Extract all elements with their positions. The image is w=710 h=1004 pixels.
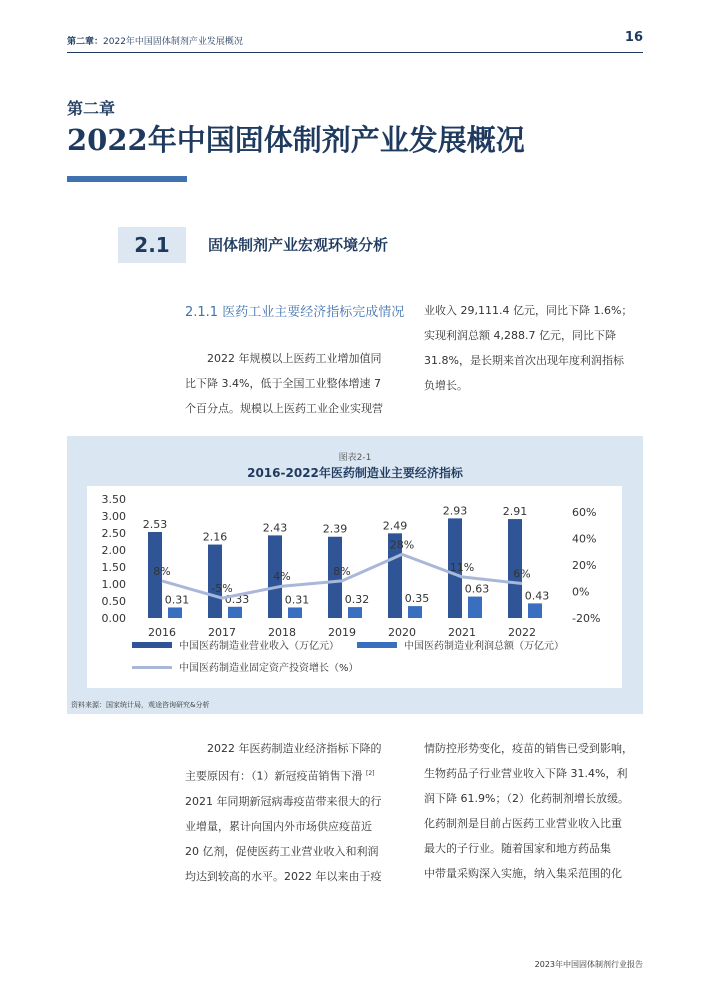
bar-profit [408, 606, 422, 618]
figure-source: 资料来源：国家统计局，观途咨询研究&分析 [71, 701, 210, 709]
data-label-investment: 8% [333, 564, 351, 578]
text-line: 业增量，累计向国内外市场供应疫苗近 [185, 819, 372, 833]
data-label-investment: 4% [273, 570, 291, 584]
figure-title: 2016-2022年医药制造业主要经济指标 [247, 466, 463, 480]
text-line: 生物药品子行业营业收入下降 31.4%，利 [424, 767, 628, 780]
text-line: 31.8%，是长期来首次出现年度利润指标 [424, 354, 624, 367]
data-label-profit: 0.63 [464, 582, 490, 596]
data-label-profit: 0.35 [404, 592, 430, 606]
bar-profit [468, 597, 482, 618]
paragraph-2-right [424, 736, 646, 886]
figure-box [67, 436, 643, 714]
y-left-tick-label: 0.50 [101, 595, 126, 608]
x-tick-label: 2020 [388, 626, 416, 639]
x-tick-label: 2019 [328, 626, 356, 639]
footnote-reference[interactable]: [2] [366, 770, 375, 777]
data-label-revenue: 2.43 [262, 521, 288, 535]
y-right-tick-label: -20% [572, 612, 601, 625]
text-line: 均达到较高的水平。2022 年以来由于疫 [185, 869, 382, 883]
page-footer: 2023年中国固体制剂行业报告 [534, 960, 643, 969]
title-underline-bar [67, 176, 187, 182]
bar-profit [348, 607, 362, 618]
data-label-profit: 0.31 [164, 593, 190, 607]
data-label-investment: 8% [153, 564, 171, 578]
text-line: 个百分点。规模以上医药工业企业实现营 [185, 402, 383, 415]
text-line: 业收入 29,111.4 亿元，同比下降 1.6%； [424, 304, 633, 317]
text-line-content: 主要原因有：（1）新冠疫苗销售下滑 [185, 769, 363, 783]
legend-swatch-profit [357, 642, 397, 648]
data-label-investment: -5% [211, 582, 233, 596]
legend-swatch-investment [132, 666, 172, 669]
x-tick-label: 2021 [448, 626, 476, 639]
data-label-revenue: 2.49 [382, 519, 408, 533]
data-label-profit: 0.32 [344, 593, 370, 607]
chapter-title: 2022年中国固体制剂产业发展概况 [67, 123, 525, 157]
text-line: 化药制剂是目前占医药工业营业收入比重 [424, 817, 622, 830]
header-chapter-label: 第二章： [67, 37, 104, 47]
data-label-profit: 0.31 [284, 593, 310, 607]
figure-label: 图表2-1 [338, 453, 372, 463]
data-label-investment: 28% [389, 538, 415, 552]
y-left-tick-label: 3.50 [101, 493, 126, 506]
bar-profit [528, 603, 542, 618]
chart-svg [87, 486, 622, 688]
paragraph-1-right [424, 298, 644, 398]
text-line: 负增长。 [424, 379, 468, 392]
running-header [67, 30, 643, 53]
text-line: 中带量采购深入实施，纳入集采范围的化 [424, 867, 622, 880]
text-line: 比下降 3.4%，低于全国工业整体增速 7 [185, 377, 381, 390]
data-label-investment: 6% [513, 567, 531, 581]
y-left-tick-label: 1.50 [101, 561, 126, 574]
text-line: 2022 年规模以上医药工业增加值同 [185, 352, 382, 365]
page-number: 16 [624, 30, 643, 45]
section-title: 固体制剂产业宏观环境分析 [208, 236, 389, 254]
y-left-tick-label: 0.00 [101, 612, 126, 625]
y-left-tick-label: 1.00 [101, 578, 126, 591]
y-right-tick-label: 0% [572, 585, 590, 599]
data-label-investment: 11% [449, 560, 475, 574]
bar-profit [288, 607, 302, 618]
legend-label-profit: 中国医药制造业利润总额（万亿元） [404, 641, 564, 652]
chapter-label: 第二章 [67, 99, 116, 118]
bar-profit [168, 607, 182, 618]
y-left-tick-label: 3.00 [101, 510, 126, 523]
chart-panel [87, 486, 622, 688]
text-line: 实现利润总额 4,288.7 亿元，同比下降 [424, 329, 616, 342]
y-right-tick-label: 60% [572, 506, 597, 519]
subsection-title: 2.1.1 医药工业主要经济指标完成情况 [185, 305, 405, 320]
x-tick-label: 2018 [268, 626, 296, 639]
y-left-tick-label: 2.00 [101, 544, 126, 557]
text-line: 20 亿剂，促使医药工业营业收入和利润 [185, 844, 379, 858]
x-tick-label: 2022 [508, 626, 536, 639]
legend-label-investment: 中国医药制造业固定资产投资增长（%） [179, 663, 359, 674]
text-line: 2022 年医药制造业经济指标下降的 [185, 742, 382, 755]
text-line: 2021 年同期新冠病毒疫苗带来很大的行 [185, 794, 382, 808]
text-line [185, 761, 410, 789]
y-left-tick-label: 2.50 [101, 527, 126, 540]
text-line: 润下降 61.9%；（2）化药制剂增长放缓。 [424, 792, 629, 805]
data-label-revenue: 2.93 [442, 504, 468, 518]
data-label-revenue: 2.16 [202, 530, 228, 544]
data-label-profit: 0.33 [224, 592, 250, 606]
paragraph-2-left [185, 736, 410, 889]
data-label-revenue: 2.53 [142, 517, 168, 531]
y-right-tick-label: 40% [572, 532, 597, 546]
legend-swatch-revenue [132, 642, 172, 648]
data-label-revenue: 2.91 [502, 505, 528, 519]
text-line: 情防控形势变化，疫苗的销售已受到影响， [424, 742, 633, 755]
data-label-profit: 0.43 [524, 589, 550, 603]
bar-profit [228, 607, 242, 618]
text-line: 最大的子行业。随着国家和地方药品集 [424, 842, 611, 855]
data-label-revenue: 2.39 [322, 522, 348, 536]
x-tick-label: 2017 [208, 626, 236, 639]
legend-label-revenue: 中国医药制造业营业收入（万亿元） [179, 641, 339, 652]
section-number: 2.1 [118, 227, 186, 263]
x-tick-label: 2016 [148, 626, 176, 639]
paragraph-1-left [185, 346, 410, 421]
y-right-tick-label: 20% [572, 559, 597, 572]
header-chapter-title: 2022年中国固体制剂产业发展概况 [103, 37, 243, 47]
